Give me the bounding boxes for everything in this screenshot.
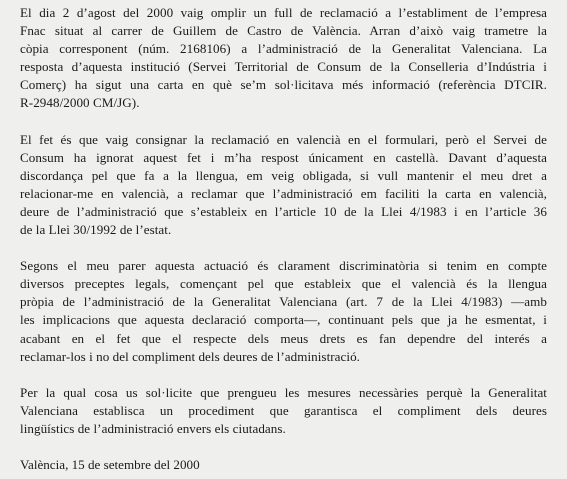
text-line: lingüístics de l’administració envers els ciutadans.	[20, 420, 286, 436]
text-line: reclamar-los i no del compliment dels deures de l’administració.	[20, 348, 360, 364]
paragraph-discrimination-argument	[20, 257, 547, 366]
text-line: resposta d’aquesta institució (Servei Territorial de Consum de la Conselleria d’Indústria i	[20, 59, 547, 75]
text-line: Consum ha ignorat aquest fet i m’ha respost únicament en castellà. Davant d’aquesta	[20, 149, 547, 165]
text-line: relacionar-me en valencià, a reclamar que l’administració em faciliti la carta en valencià,	[20, 185, 547, 201]
text-line: discordança pel que fa a la llengua, em veig obligada, si vull mantenir el meu dret a	[20, 167, 547, 183]
text-line: Per la qual cosa us sol·licite que prengueu les mesures necessàries perquè la Generalitat	[20, 384, 547, 400]
text-line: pròpia de l’administració de la Generalitat Valenciana (art. 7 de la Llei 4/1983) —amb	[20, 294, 547, 310]
paragraph-reclamation-background	[20, 4, 547, 113]
text-line: Valenciana establisca un procediment que garantisca el compliment dels deures	[20, 402, 547, 418]
text-line: de la Llei 30/1992 de l’estat.	[20, 222, 172, 238]
text-line: R-2948/2000 CM/JG).	[20, 95, 140, 111]
text-line: diversos preceptes legals, començant pel que estableix que el valencià és la llengua	[20, 276, 547, 292]
text-line: El dia 2 d’agost del 2000 vaig omplir un full de reclamació a l’establiment de l’empresa	[20, 5, 547, 20]
text-line: deure de l’administració que s’estableix en l’article 10 de la Llei 4/1983 i en l’article 36	[20, 203, 547, 219]
paragraph-language-complaint	[20, 131, 547, 240]
text-line: El fet és que vaig consignar la reclamació en valencià en el formulari, però el Servei de	[20, 131, 547, 147]
text-line: les implicacions que aquesta declaració comporta—, continuant pels que ja he esmentat, i	[20, 312, 547, 328]
text-line: acabant en el fet que el respecte dels meus drets es fan dependre del interés a	[20, 330, 547, 346]
text-line: Fnac situat al carrer de Guillem de Castro de València. Arran d’això vaig trametre la	[20, 23, 547, 39]
text-line: còpia corresponent (núm. 2168106) a l’administració de la Generalitat Valenciana. La	[20, 41, 547, 57]
text-line: Comerç) ha sigut una carta en què se’m sol·licitava més informació (referència DTCIR.	[20, 77, 547, 93]
paragraph-request	[20, 384, 547, 438]
text-line: Segons el meu parer aquesta actuació és clarament discriminatòria si tenim en compte	[20, 258, 547, 274]
place-date-signature: València, 15 de setembre del 2000	[20, 457, 200, 472]
